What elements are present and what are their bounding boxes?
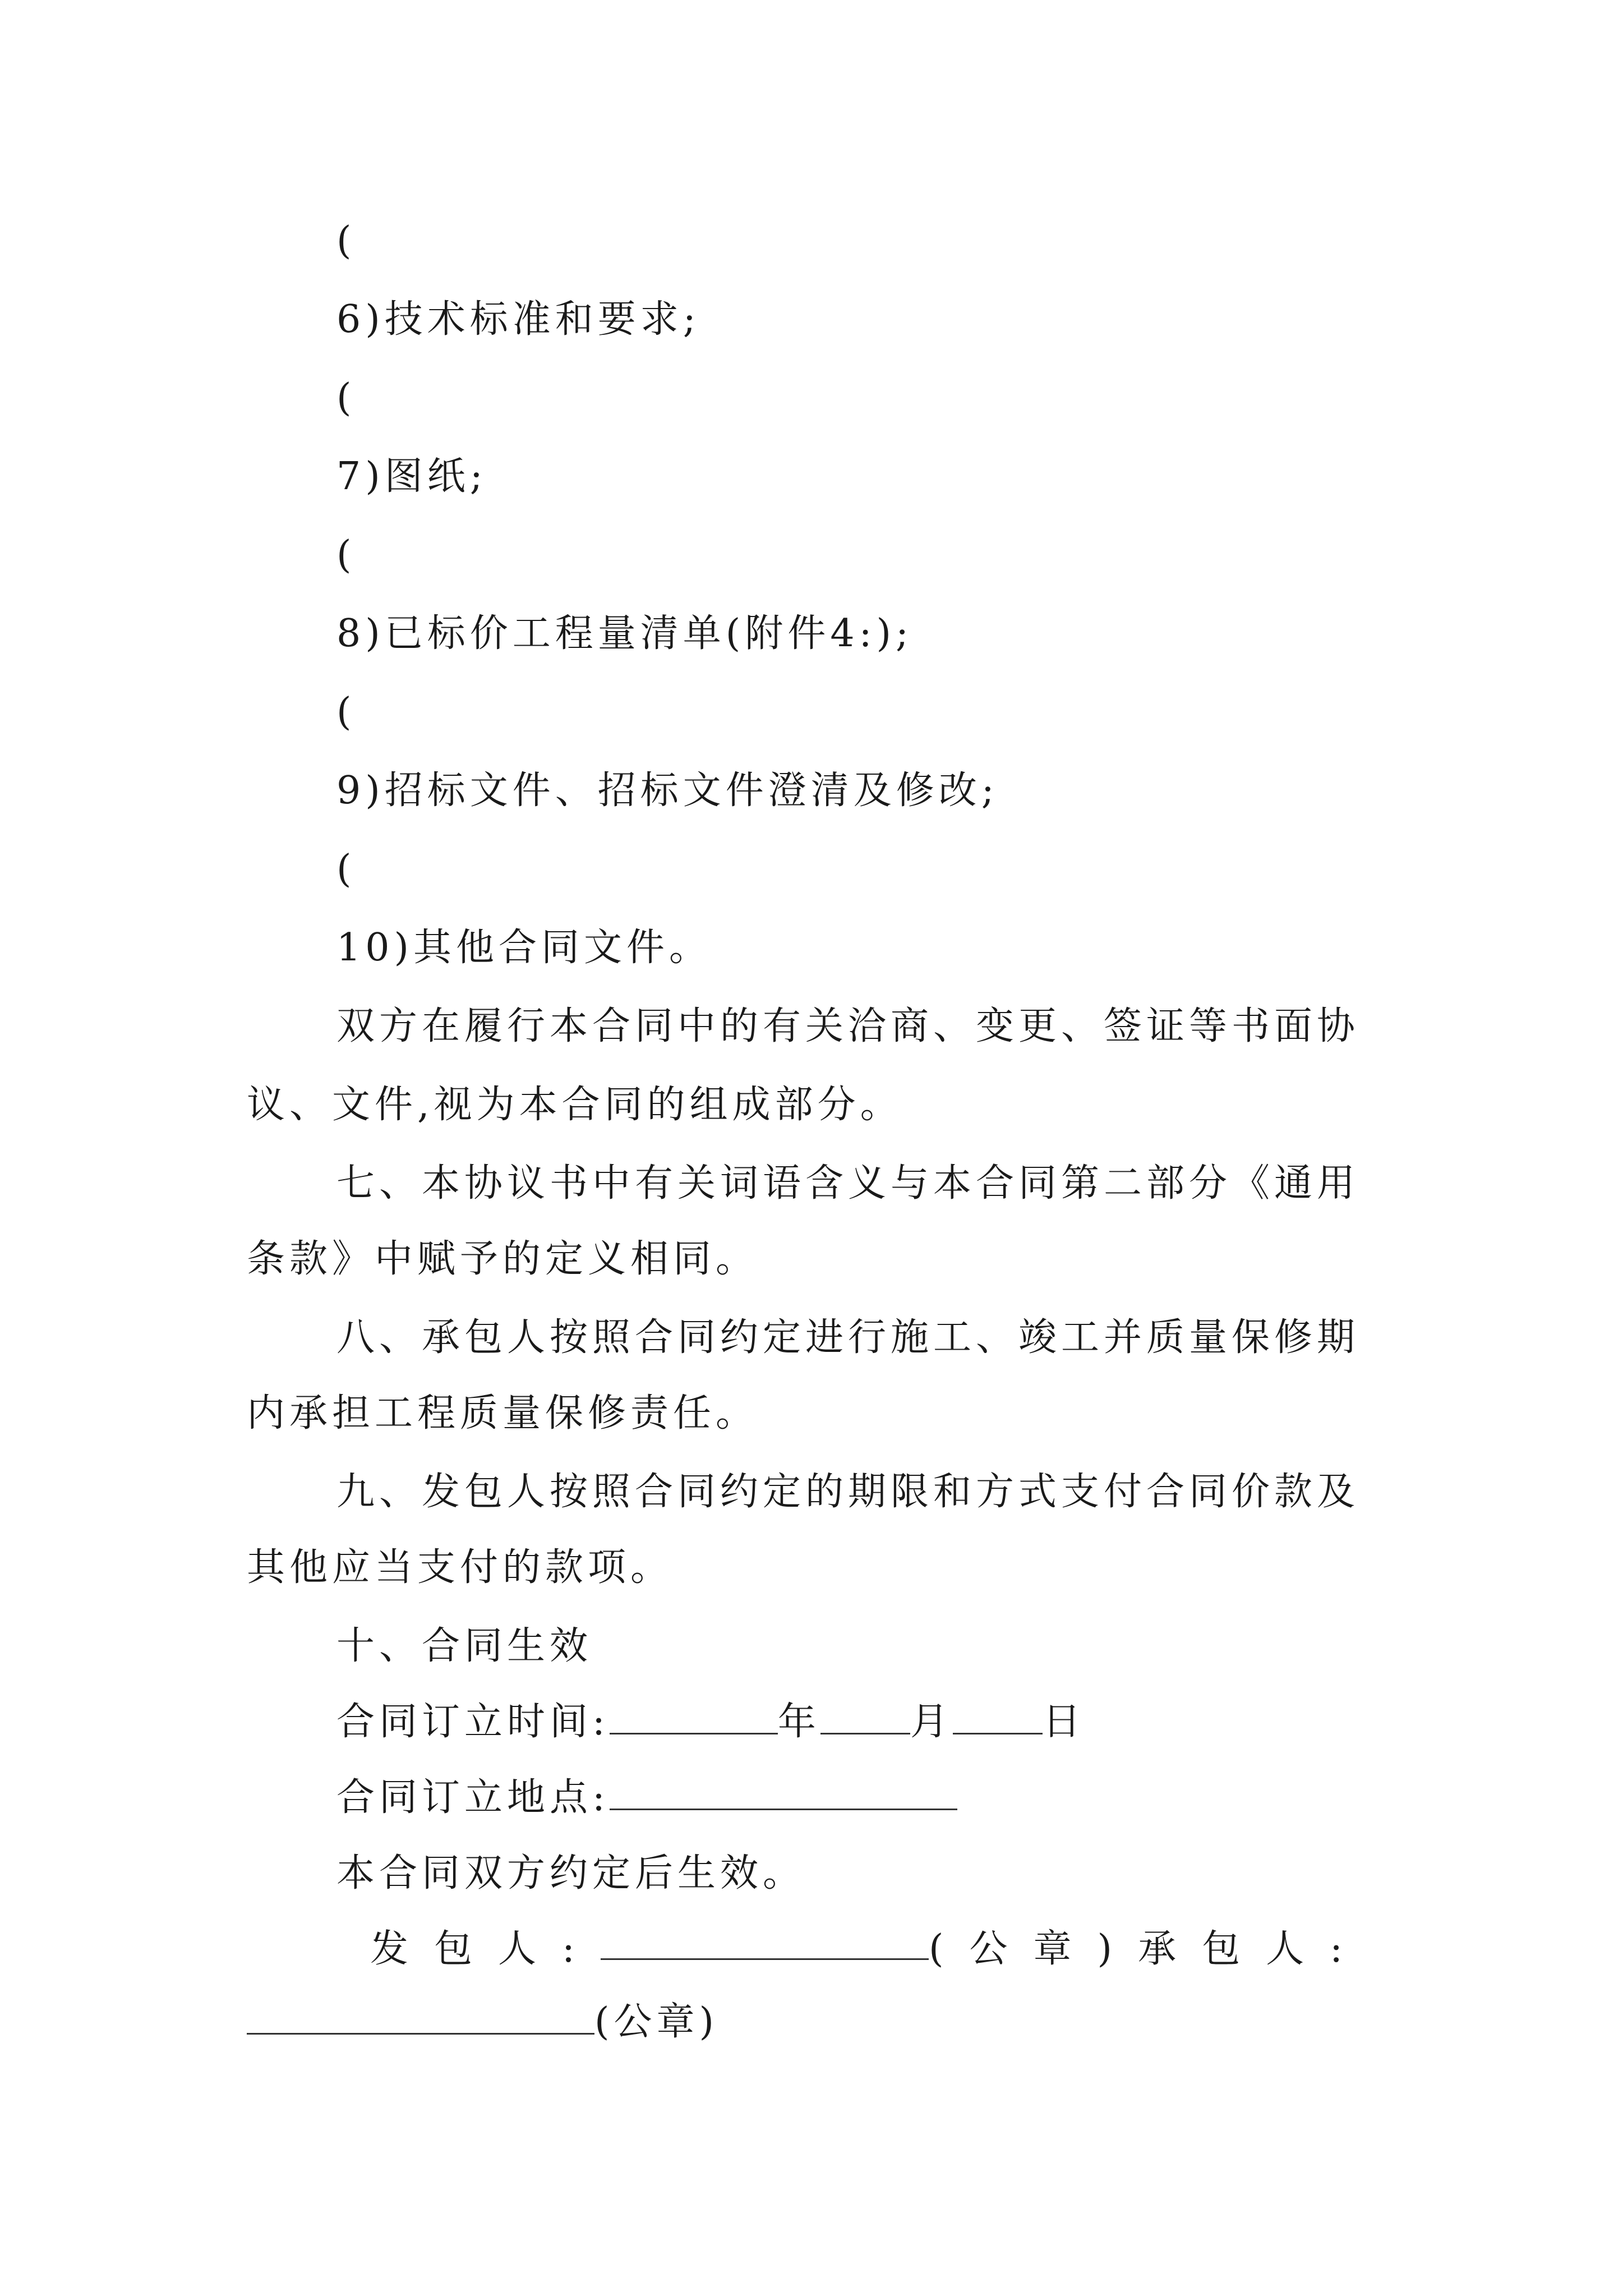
contractor-label: 承包人: bbox=[1138, 1927, 1368, 1971]
list-item: 8)已标价工程量清单(附件4:); bbox=[336, 611, 913, 656]
employer-label: 发包人: bbox=[370, 1927, 601, 1971]
year-label: 年 bbox=[777, 1700, 820, 1744]
signature-row bbox=[370, 1921, 1368, 1977]
list-item: 6)技术标准和要求; bbox=[336, 297, 700, 342]
contract-place-label: 合同订立地点: bbox=[336, 1775, 610, 1820]
contractor-blank[interactable] bbox=[247, 1996, 594, 2035]
clause-7-line2: 条款》中赋予的定义相同。 bbox=[247, 1237, 759, 1281]
list-item: 9)招标文件、招标文件澄清及修改; bbox=[336, 769, 999, 813]
day-label: 日 bbox=[1042, 1700, 1085, 1744]
list-open-paren: ( bbox=[336, 847, 356, 891]
place-blank[interactable] bbox=[610, 1772, 957, 1810]
contract-date-label: 合同订立时间: bbox=[336, 1700, 610, 1744]
list-open-paren: ( bbox=[336, 219, 356, 263]
month-label: 月 bbox=[910, 1700, 953, 1744]
contract-date-row bbox=[336, 1694, 1391, 1750]
month-blank[interactable] bbox=[820, 1696, 910, 1734]
clause-10-heading: 十、合同生效 bbox=[336, 1624, 593, 1668]
list-open-paren: ( bbox=[336, 376, 356, 420]
contract-place-row bbox=[336, 1770, 1391, 1826]
clause-8-line1: 八、承包人按照合同约定进行施工、竣工并质量保修期 bbox=[336, 1315, 1360, 1360]
contractor-seal: (公章) bbox=[594, 2000, 719, 2044]
clause-9-line1: 九、发包人按照合同约定的期限和方式支付合同价款及 bbox=[336, 1470, 1360, 1514]
contractor-seal-row bbox=[247, 1994, 1391, 2050]
employer-blank[interactable] bbox=[601, 1921, 929, 1960]
clause-8-line2: 内承担工程质量保修责任。 bbox=[247, 1391, 759, 1435]
year-blank[interactable] bbox=[610, 1696, 778, 1734]
clause-7-line1: 七、本协议书中有关词语含义与本合同第二部分《通用 bbox=[336, 1161, 1360, 1205]
list-item: 7)图纸; bbox=[336, 454, 487, 499]
list-open-paren: ( bbox=[336, 533, 356, 577]
list-item: 10)其他合同文件。 bbox=[336, 926, 712, 970]
clause-9-line2: 其他应当支付的款项。 bbox=[247, 1545, 674, 1590]
paragraph-mutual-line2: 议、文件,视为本合同的组成部分。 bbox=[247, 1083, 903, 1127]
effective-statement: 本合同双方约定后生效。 bbox=[336, 1851, 806, 1895]
employer-seal: (公章) bbox=[929, 1927, 1138, 1971]
day-blank[interactable] bbox=[953, 1696, 1043, 1734]
signature-row-inner bbox=[370, 1921, 1368, 1977]
paragraph-mutual-line1: 双方在履行本合同中的有关洽商、变更、签证等书面协 bbox=[336, 1004, 1360, 1048]
list-open-paren: ( bbox=[336, 690, 356, 734]
